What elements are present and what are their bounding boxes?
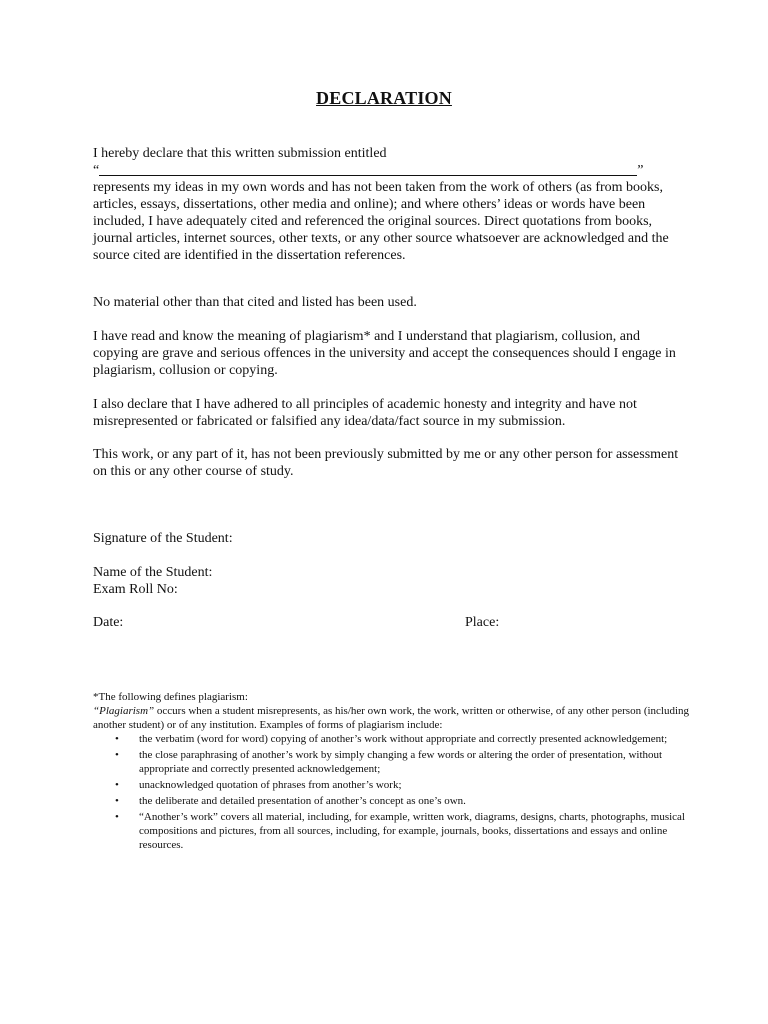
list-item-text: the deliberate and detailed presentation of another’s concept as one’s own. [139,795,466,807]
submission-title-blank [93,162,683,179]
definition-text: occurs when a student misrepresents, as his/her own work, the work, written or otherwise, of any other person (including another student) or of any institution. Examples of forms of plagiarism include: [93,705,690,731]
list-item-text: the verbatim (word for word) copying of another’s work without appropriate and correctly presented acknowledgement; [139,733,668,745]
intro-paragraph [93,145,683,264]
open-quote: “ [93,163,100,178]
list-item [93,794,693,808]
date-label: Date: [93,615,124,630]
paragraph-previous-submission: This work, or any part of it, has not been previously submitted by me or any other person for assessment on this or any other course of study. [93,447,679,479]
bullet-icon: • [115,795,119,807]
list-item [93,778,693,792]
plagiarism-footnote [93,690,693,854]
list-item-text: “Another’s work” covers all material, including, for example, written work, diagrams, designs, charts, photographs, musical compositions and pictures, from all sources, including, for example, journals, books, dissertations and essays and online resources. [139,811,685,851]
list-item [93,732,693,746]
footnote-heading: *The following defines plagiarism: [93,691,248,703]
page-title: DECLARATION [316,88,452,108]
bullet-icon: • [115,749,119,761]
bullet-icon: • [115,733,119,745]
definition-term: “Plagiarism” [93,705,155,717]
list-item-text: unacknowledged quotation of phrases from another’s work; [139,779,402,791]
list-item [93,810,693,852]
title-underline-field [99,163,637,176]
intro-line: I hereby declare that this written submission entitled [93,146,387,161]
exam-roll-label: Exam Roll No: [93,582,178,597]
footnote-definition [93,704,693,732]
intro-continuation: represents my ideas in my own words and has not been taken from the work of others (as from books, articles, essays, dissertations, other media and online); and where others’ ideas or words have been included, I have adequately cited and referenced the original sources. Direct quotations from books, journal articles, internet sources, other texts, or any other source whatsoever are acknowledged and the source cited are identified in the dissertation references. [93,180,669,263]
list-item-text: the close paraphrasing of another’s work by simply changing a few words or altering the order of presentation, without appropriate and correctly presented acknowledgement; [139,749,663,775]
signature-label: Signature of the Student: [93,531,233,546]
paragraph-no-material: No material other than that cited and listed has been used. [93,295,417,310]
student-name-label: Name of the Student: [93,565,213,580]
paragraph-plagiarism: I have read and know the meaning of plagiarism* and I understand that plagiarism, collusion, and copying are grave and serious offences in the university and accept the consequences should I engage in plagiarism, collusion or copying. [93,329,676,378]
close-quote: ” [637,163,644,178]
list-item [93,748,693,776]
bullet-icon: • [115,779,119,791]
bullet-icon: • [115,811,119,823]
plagiarism-examples-list [93,732,693,852]
place-label: Place: [465,615,500,630]
paragraph-integrity: I also declare that I have adhered to all principles of academic honesty and integrity and have not misrepresented or fabricated or falsified any idea/data/fact source in my submission. [93,397,637,429]
